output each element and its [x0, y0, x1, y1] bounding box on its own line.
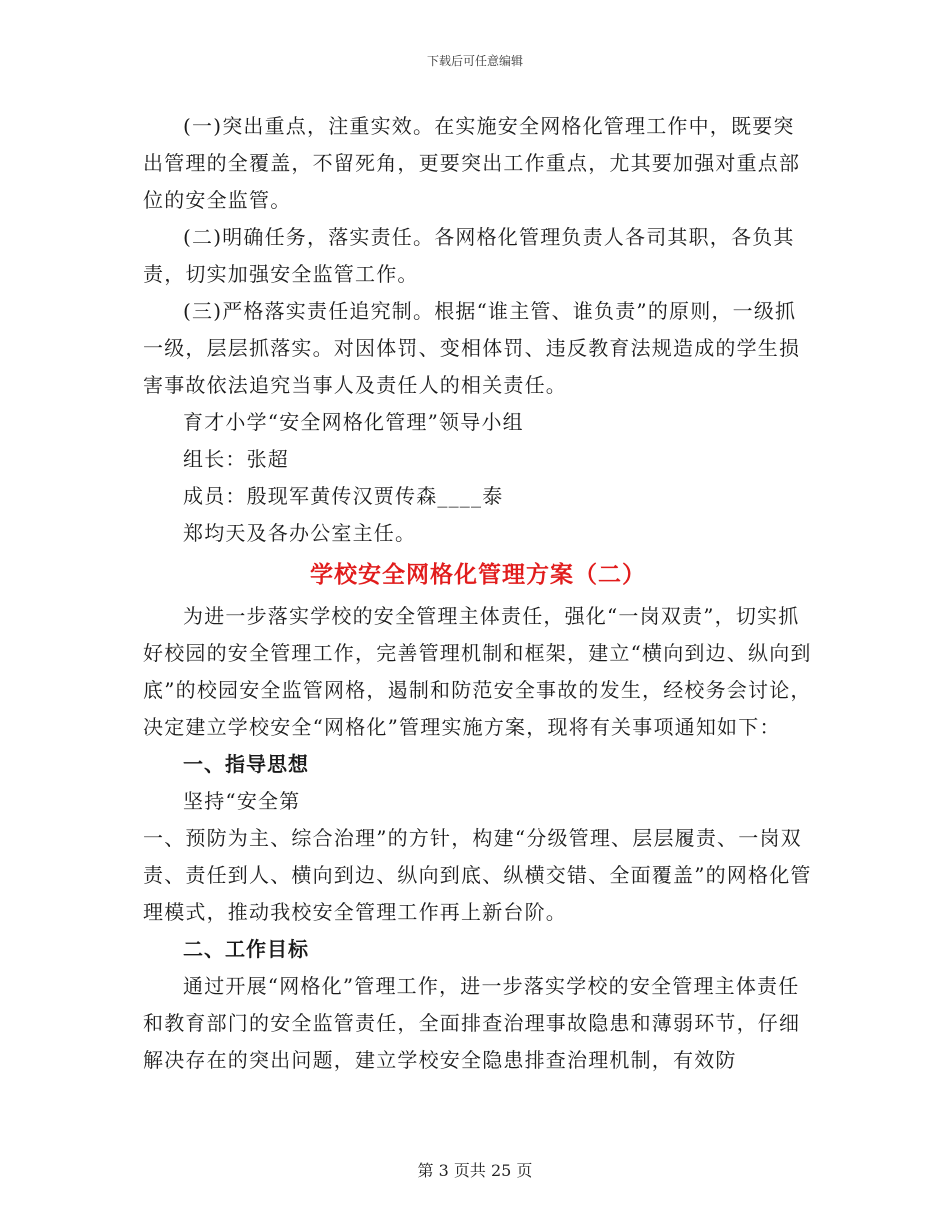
document-title: 学校安全网格化管理方案（二）	[310, 561, 646, 588]
paragraph-accountability: (三)严格落实责任追究制。根据“谁主管、谁负责”的原则，一级抓一级，层层抓落实。对因体罚、变相体罚、违反教育法规造成的学生损害事故依法追究当事人及责任人的相关责任。	[143, 299, 801, 397]
paragraph-tasks: (二)明确任务，落实责任。各网格化管理负责人各司其职，各负其责，切实加强安全监管工作。	[143, 225, 795, 286]
group-title: 育才小学“安全网格化管理”领导小组	[183, 410, 524, 434]
page-footer: 第 3 页共 25 页	[417, 1161, 533, 1180]
paragraph-focus: (一)突出重点，注重实效。在实施安全网格化管理工作中，既要突出管理的全覆盖，不留死角，更要突出工作重点，尤其要加强对重点部位的安全监管。	[143, 114, 801, 212]
paragraph-guide: 一、预防为主、综合治理”的方针，构建“分级管理、层层履责、一岗双责、责任到人、横向到边、纵向到底、纵横交错、全面覆盖”的网格化管理模式，推动我校安全管理工作再上新台阶。	[143, 826, 812, 924]
paragraph-guide-start: 坚持“安全第	[183, 789, 301, 813]
section-heading-guiding-ideology: 一、指导思想	[183, 752, 309, 776]
section-heading-work-goals: 二、工作目标	[183, 937, 309, 961]
page-header: 下载后可任意编辑	[426, 54, 523, 68]
group-leader: 组长：张超	[183, 447, 289, 471]
group-members: 成员：殷现军黄传汉贾传森____泰	[183, 484, 504, 508]
paragraph-intro: 为进一步落实学校的安全管理主体责任，强化“一岗双责”，切实抓好校园的安全管理工作，完善管理机制和框架，建立“横向到边、纵向到底”的校园安全监管网格，遏制和防范安全事故的发生，经校务会讨论，决定建立学校安全“网格化”管理实施方案，现将有关事项通知如下：	[143, 604, 812, 739]
paragraph-goals: 通过开展“网格化”管理工作，进一步落实学校的安全管理主体责任和教育部门的安全监管责任，全面排查治理事故隐患和薄弱环节，仔细解决存在的突出问题，建立学校安全隐患排查治理机制，有效防	[143, 974, 801, 1072]
group-members-continued: 郑均天及各办公室主任。	[183, 521, 417, 545]
document-body	[143, 108, 813, 1079]
